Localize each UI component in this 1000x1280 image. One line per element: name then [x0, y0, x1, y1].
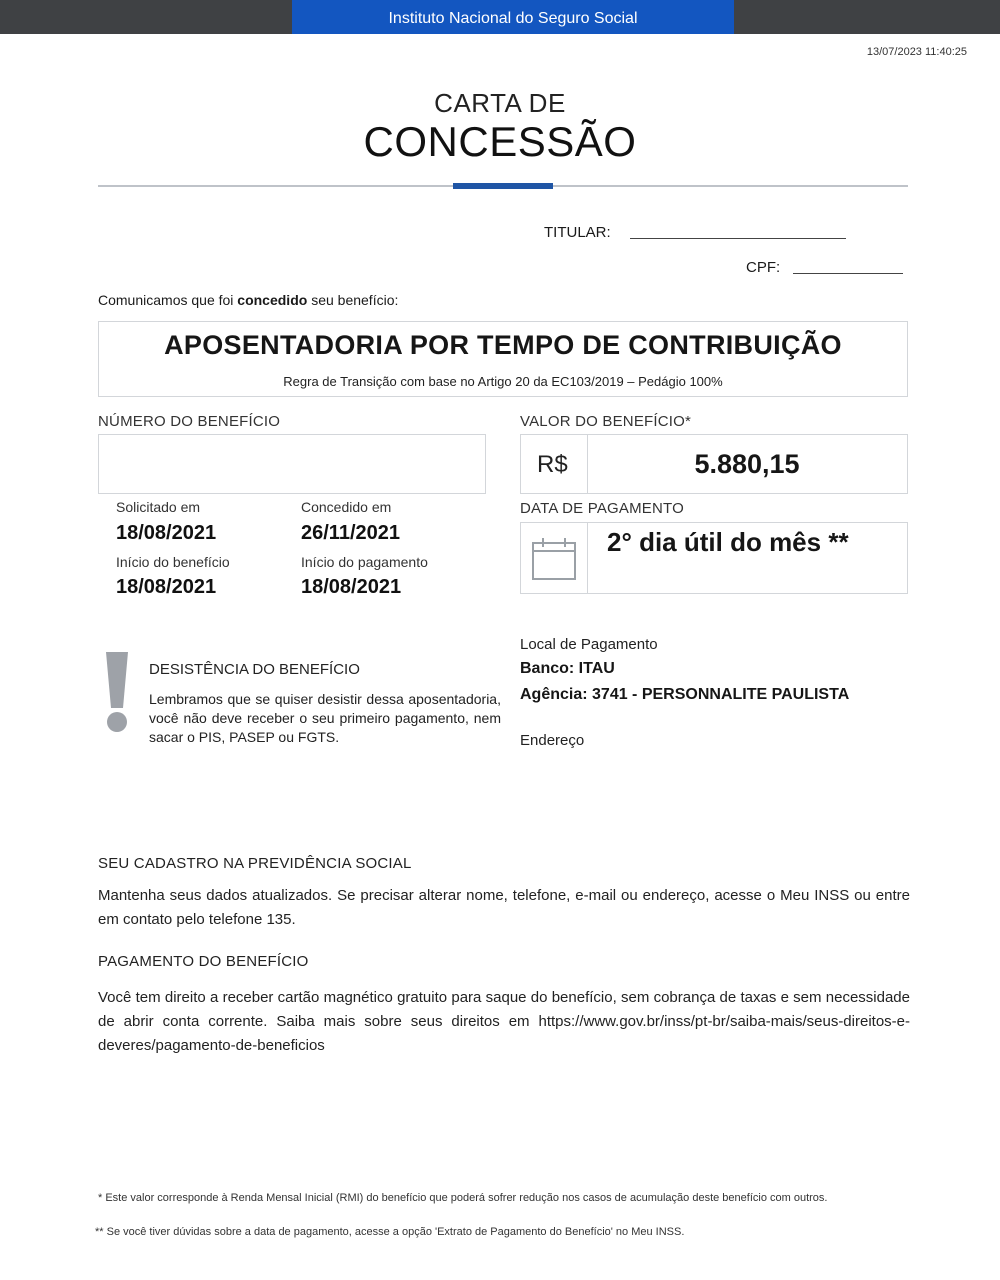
- payment-start-label: Início do pagamento: [301, 554, 428, 570]
- requested-date: 18/08/2021: [116, 522, 217, 544]
- benefit-number-label: NÚMERO DO BENEFÍCIO: [98, 413, 281, 430]
- benefit-rule: Regra de Transição com base no Artigo 20 da EC103/2019 – Pedágio 100%: [283, 374, 723, 389]
- intro-prefix: Comunicamos que foi: [98, 292, 238, 308]
- payment-location-label: Local de Pagamento: [520, 636, 658, 653]
- start-date: 18/08/2021: [116, 576, 217, 598]
- address-label: Endereço: [520, 732, 585, 749]
- registration-text: Mantenha seus dados atualizados. Se precisar alterar nome, telefone, e-mail ou endereço, acesse o Meu INSS ou entre em contato pelo telefone 135.: [98, 887, 910, 928]
- exclamation-icon: [103, 652, 131, 734]
- registration-title: SEU CADASTRO NA PREVIDÊNCIA SOCIAL: [98, 855, 412, 872]
- benefit-payment-title: PAGAMENTO DO BENEFÍCIO: [98, 953, 309, 970]
- payment-start-date: 18/08/2021: [301, 576, 402, 598]
- bank-name: Banco: ITAU: [520, 660, 615, 677]
- title-divider-accent: [453, 183, 553, 189]
- currency-symbol: R$: [537, 451, 568, 478]
- document-title-line1: CARTA DE: [434, 88, 566, 118]
- titular-label: TITULAR:: [544, 224, 611, 241]
- bank-agency: Agência: 3741 - PERSONNALITE PAULISTA: [520, 686, 850, 703]
- document-title-line2: CONCESSÃO: [363, 118, 637, 165]
- payment-date-label: DATA DE PAGAMENTO: [520, 500, 684, 517]
- payment-date-box: [520, 522, 908, 594]
- granted-label: Concedido em: [301, 499, 392, 515]
- timestamp: 13/07/2023 11:40:25: [866, 46, 967, 58]
- calendar-icon: [531, 537, 577, 581]
- benefit-number-box: [98, 434, 486, 494]
- footnote-2: ** Se você tiver dúvidas sobre a data de pagamento, acesse a opção 'Extrato de Pagamento do Benefício' no Meu INSS.: [95, 1226, 685, 1238]
- withdrawal-title: DESISTÊNCIA DO BENEFÍCIO: [149, 661, 360, 678]
- titular-field-line: [630, 238, 846, 239]
- intro-emphasis: concedido: [237, 292, 308, 308]
- cpf-field-line: [793, 273, 903, 274]
- benefit-value-box: [520, 434, 908, 494]
- footnote-1: * Este valor corresponde à Renda Mensal Inicial (RMI) do benefício que poderá sofrer redução nos casos de acumulação deste benefício com outros.: [98, 1192, 828, 1204]
- calendar-separator: [587, 523, 588, 593]
- intro-text: [98, 292, 398, 308]
- benefit-name: APOSENTADORIA POR TEMPO DE CONTRIBUIÇÃO: [164, 330, 842, 360]
- intro-suffix: seu benefício:: [307, 292, 399, 308]
- start-label: Início do benefício: [116, 554, 230, 570]
- granted-date: 26/11/2021: [301, 522, 400, 544]
- org-name: Instituto Nacional do Seguro Social: [292, 0, 734, 34]
- withdrawal-text: Lembramos que se quiser desistir dessa aposentadoria, você não deve receber o seu primeiro pagamento, nem sacar o PIS, PASEP ou FGTS.: [149, 691, 501, 745]
- payment-day: 2° dia útil do mês **: [607, 527, 849, 557]
- benefit-box: [98, 321, 908, 397]
- benefit-value: 5.880,15: [694, 449, 800, 479]
- requested-label: Solicitado em: [116, 499, 201, 515]
- benefit-value-label: VALOR DO BENEFÍCIO*: [520, 413, 692, 430]
- top-bar: [0, 0, 1000, 34]
- cpf-label: CPF:: [746, 259, 781, 276]
- benefit-payment-text: Você tem direito a receber cartão magnético gratuito para saque do benefício, sem cobrança de taxas e sem necessidade de abrir conta corrente. Saiba mais sobre seus direitos em https://www.gov.br/inss/pt-br/saiba-mais/seus-direitos-e-deveres/pagamento-de-beneficios: [98, 989, 910, 1054]
